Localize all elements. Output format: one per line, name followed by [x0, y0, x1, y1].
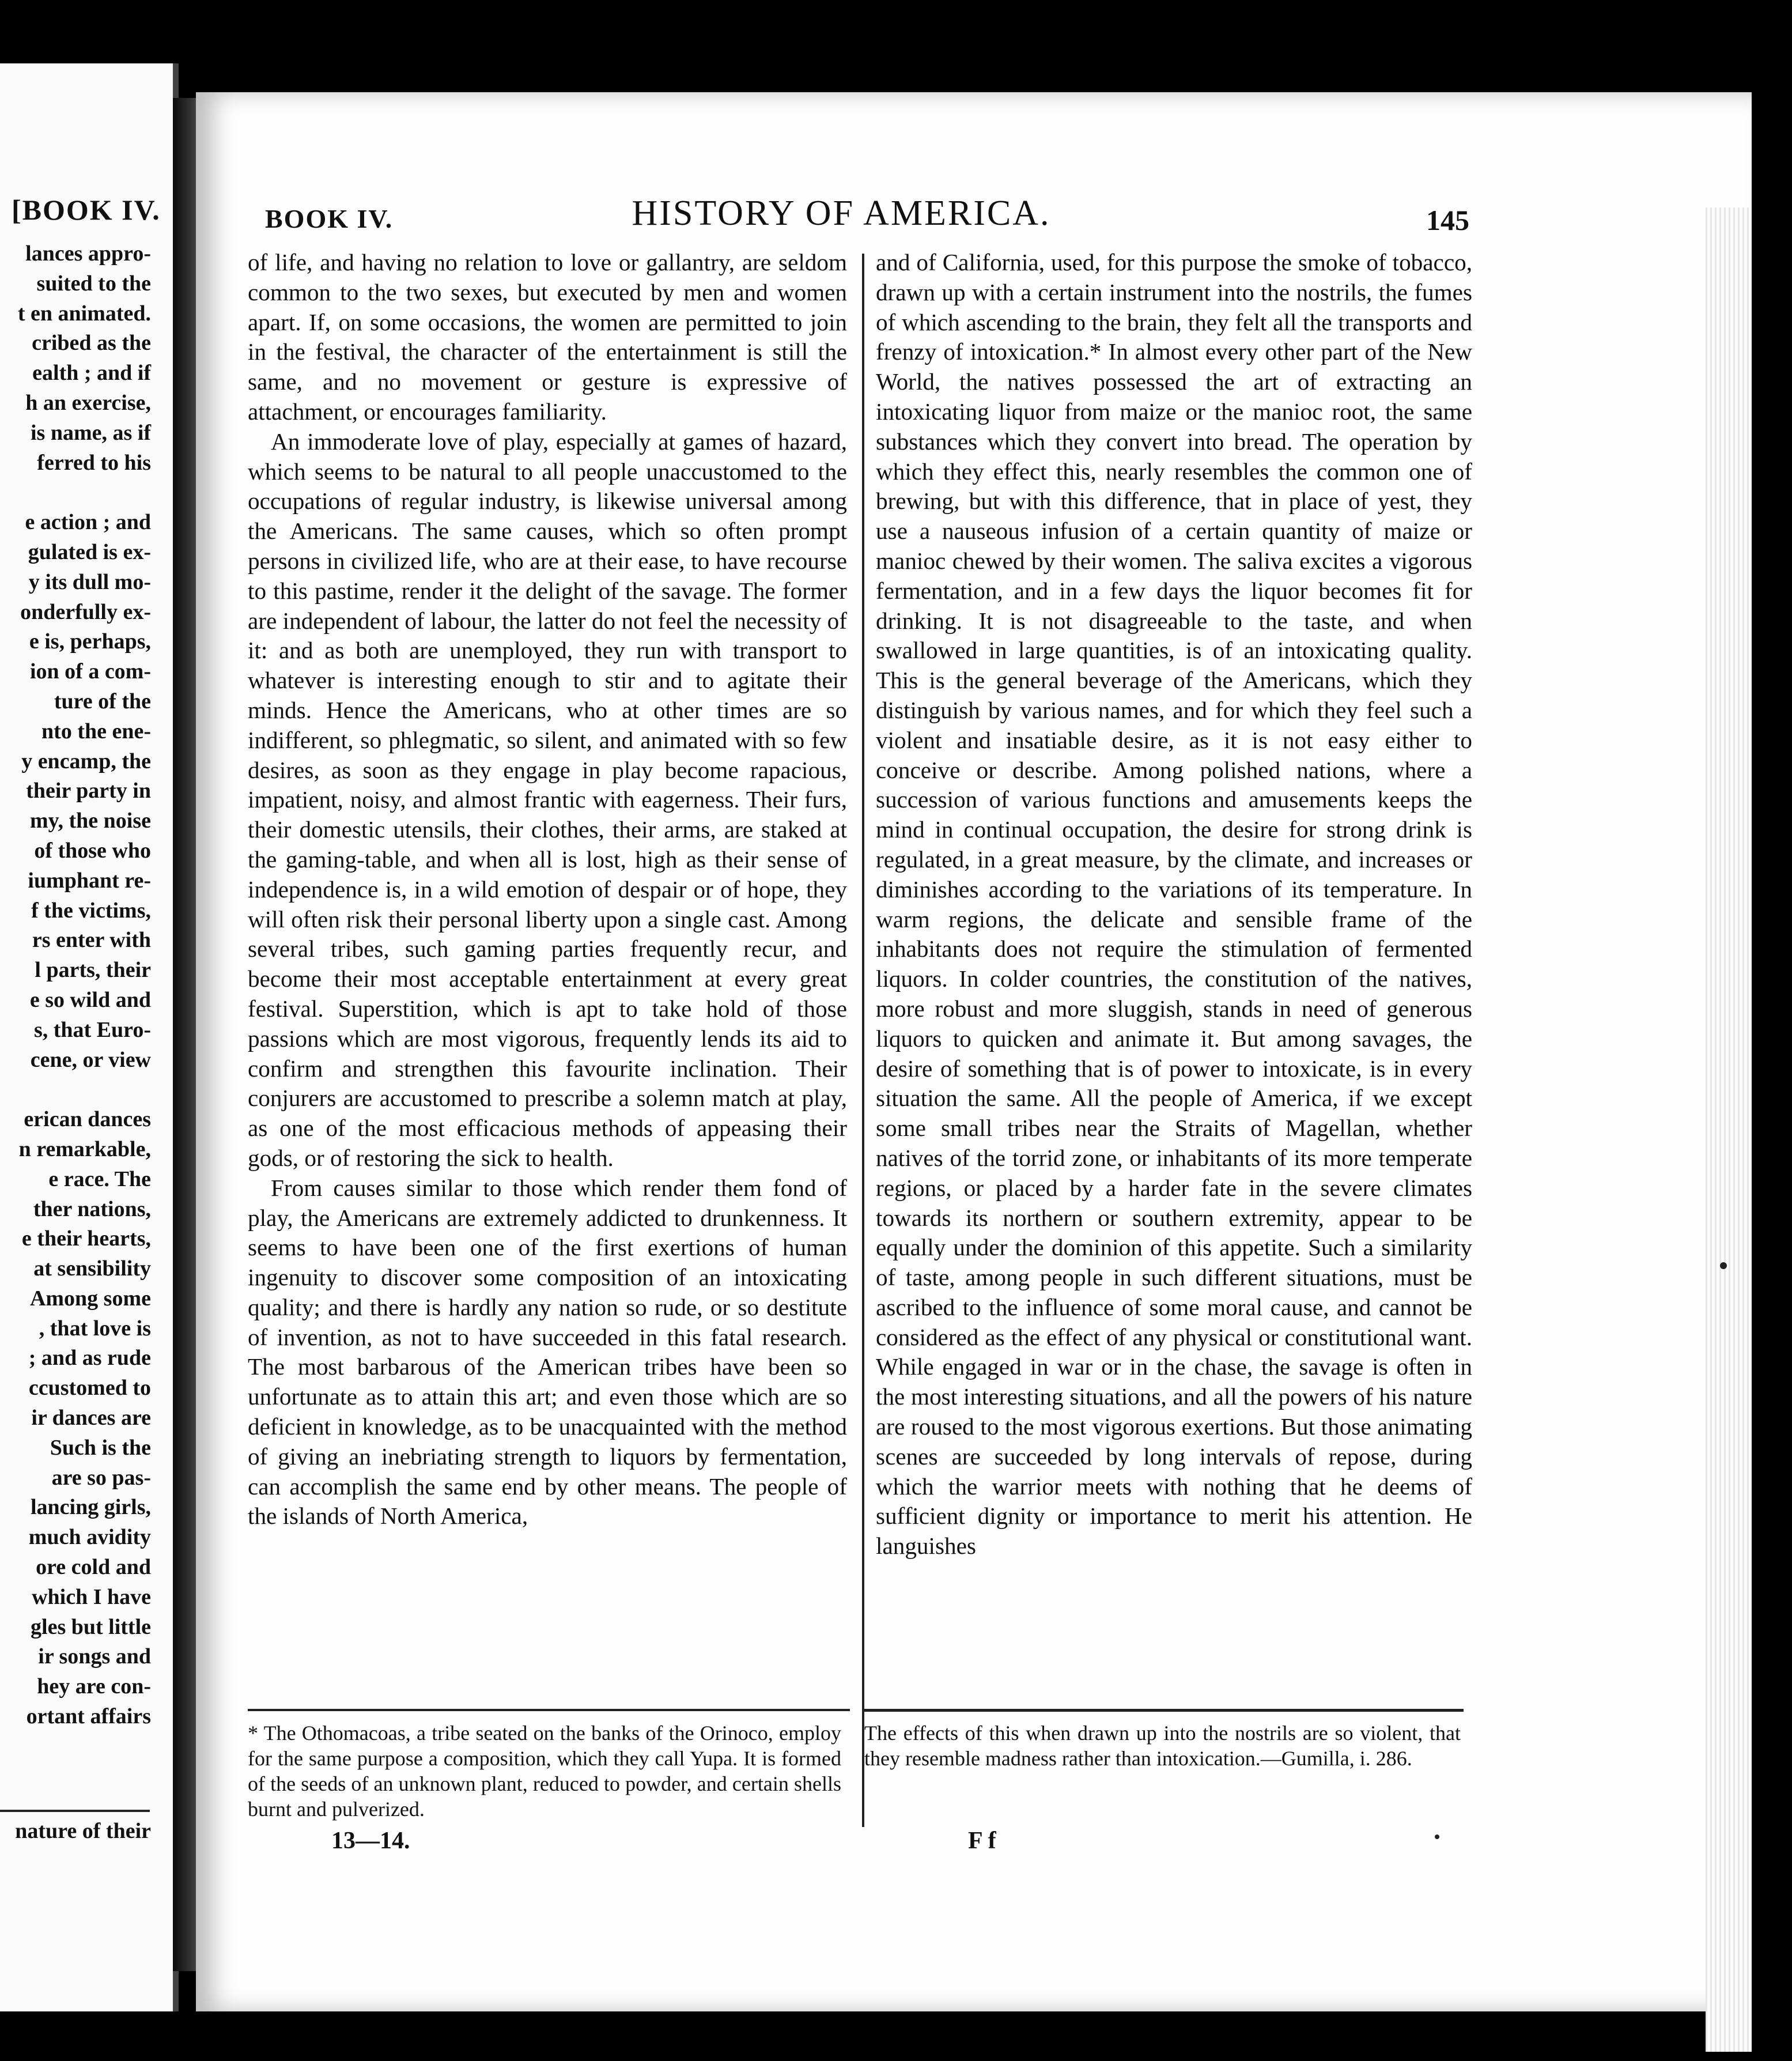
left-page-line: l parts, their: [35, 958, 151, 983]
left-page-line: gulated is ex-: [28, 539, 151, 564]
text-column-left: [248, 248, 847, 1683]
footnote-left: [248, 1720, 841, 1822]
footnote-text: The effects of this when drawn up into the nostrils are so violent, that they resemble madness rather than intoxication.—Gumilla, i. 286.: [864, 1722, 1461, 1770]
left-page-text: [18, 239, 151, 1732]
left-page-line: n remarkable,: [18, 1137, 151, 1161]
left-page-line: [18, 1075, 151, 1105]
paragraph: and of California, used, for this purpose the smoke of tobacco, drawn up with a certain instrument into the nostrils, the fumes of which ascending to the brain, they felt all the transports and frenzy of intoxication.* In almost every other part of the New World, the natives possessed the art of extracting an intoxicating liquor from maize or the manioc root, the same substances which they convert into bread. The operation by which they effect this, nearly resembles the common one of brewing, but with this difference, that in place of yest, they use a nauseous infusion of a certain quantity of maize or manioc chewed by their women. The saliva excites a vigorous fermentation, and in a few days the liquor becomes fit for drinking. It is not disagreeable to the taste, and when swallowed in large quantities, is of an intoxicating quality. This is the general beverage of the Americans, which they distinguish by various names, and for which they feel such a violent and insatiable desire, as it is not easy either to conceive or describe. Among polished nations, where a succession of various functions and amusements keeps the mind in continual occupation, the desire for strong drink is regulated, in a great measure, by the climate, and increases or diminishes according to the variations of its temperature. In warm regions, the delicate and sensible frame of the inhabitants does not require the stimulation of fermented liquors. In colder countries, the constitution of the natives, more robust and more sluggish, stands in need of generous liquors to quicken and animate it. But among savages, the desire of something that is of power to intoxicate, is in every situation the same. All the people of America, if we except some small tribes near the Straits of Magellan, whether natives of the torrid zone, or inhabitants of its more temperate regions, or placed by a harder fate in the severe climates towards its northern or southern extremity, appear to be equally under the dominion of this appetite. Such a similarity of taste, among people in such different situations, must be ascribed to the influence of some moral cause, and cannot be considered as the effect of any physical or constitutional want. While engaged in war or in the chase, the savage is often in the most interesting situations, and all the powers of his nature are roused to the most vigorous exertions. But those animating scenes are succeeded by long intervals of repose, during which the warrior meets with nothing that he deems of sufficient dignity or importance to merit his attention. He languishes: [876, 249, 1472, 1560]
left-page-line: their party in: [26, 779, 151, 803]
left-page-line: onderfully ex-: [20, 599, 151, 624]
footnote-rule: [248, 1709, 850, 1711]
left-page-line: h an exercise,: [25, 390, 151, 415]
footnote-rule: [864, 1709, 1464, 1712]
left-page-line: erican dances: [24, 1107, 151, 1132]
left-page-line: f the victims,: [31, 898, 151, 923]
paragraph: of life, and having no relation to love or gallantry, are seldom common to the two sexes, but executed by men and women apart. If, on some occasions, the women are permitted to join in the festival, the character of the entertainment is still the same, and no movement or gesture is expressive of attachment, or encourages familiarity.: [248, 249, 847, 425]
text-column-right: [876, 248, 1472, 1683]
left-page-line: e action ; and: [25, 510, 151, 535]
left-page-line: y encamp, the: [21, 749, 151, 773]
left-page-line: e is, perhaps,: [29, 629, 151, 654]
left-page-line: Among some: [29, 1286, 151, 1311]
left-page-line: suited to the: [36, 271, 151, 296]
left-page-line: is name, as if: [31, 420, 151, 445]
running-header: [265, 194, 1475, 239]
header-title: HISTORY OF AMERICA.: [632, 194, 1051, 233]
left-page-line: ealth ; and if: [32, 361, 151, 386]
left-page-line: hey are con-: [37, 1674, 151, 1699]
left-page-line: iumphant re-: [28, 868, 151, 893]
left-page-header: [BOOK IV.: [12, 194, 161, 226]
paragraph: An immoderate love of play, especially at games of hazard, which seems to be natural to all people unaccustomed to the occupations of regular industry, is likewise universal among the Americans. The same causes, which so often prompt persons in civilized life, who are at their ease, to have recourse to this pastime, render it the delight of the savage. The former are independent of labour, the latter do not feel the necessity of it: and as both are unemployed, they run with transport to whatever is interesting enough to stir and to agitate their minds. Hence the Americans, who at other times are so indifferent, so phlegmatic, so silent, and animated with so few desires, as soon as they engage in play become rapacious, impatient, noisy, and almost frantic with eagerness. Their furs, their domestic utensils, their clothes, their arms, are staked at the gaming-table, and when all is lost, high as their sense of independence is, in a wild emotion of despair or of hope, they will often risk their personal liberty upon a single cast. Among several tribes, such gaming parties frequently recur, and become their most acceptable entertainment at every great festival. Superstition, which is apt to take hold of those passions which are most vigorous, frequently lends its aid to confirm and strengthen this favourite inclination. Their conjurers are accustomed to prescribe a solemn match at play, as one of the most efficacious methods of appeasing their gods, or of restoring the sick to health.: [248, 428, 847, 1171]
left-page-line: ortant affairs: [26, 1704, 151, 1729]
left-page-line: at sensibility: [33, 1256, 151, 1281]
paragraph: From causes similar to those which render them fond of play, the Americans are extremely addicted to drunkenness. It seems to have been one of the first exertions of human ingenuity to discover some composition of an intoxicating quality; and there is hardly any nation so rude, or so destitute of invention, as not to have succeeded in this fatal research. The most barbarous of the American tribes have been so unfortunate as to attain this art; and even those which are so deficient in knowledge, as to be unacquainted with the method of giving an inebriating strength to liquors by fermentation, can accomplish the same end by other means. The people of the islands of North America,: [248, 1174, 847, 1530]
left-page-line: ir songs and: [38, 1644, 151, 1669]
left-page-line: of those who: [34, 838, 151, 863]
left-page-line: e their hearts,: [21, 1226, 151, 1251]
left-page-line: which I have: [32, 1584, 151, 1609]
left-page-line: much avidity: [28, 1525, 151, 1550]
page-number: 145: [1426, 204, 1469, 236]
left-page-line: lancing girls,: [30, 1495, 151, 1520]
footnote-right: [864, 1720, 1461, 1771]
left-page-footnote: nature of their: [15, 1819, 151, 1843]
left-page-footnote-rule: [0, 1810, 150, 1812]
left-page-line: ther nations,: [33, 1196, 151, 1221]
left-page-line: nto the ene-: [41, 719, 151, 743]
left-page-line: cene, or view: [30, 1047, 151, 1072]
page-edges: [1706, 207, 1752, 2052]
left-page-line: lances appro-: [25, 241, 151, 266]
left-page-line: ferred to his: [37, 450, 151, 475]
left-page-line: , that love is: [39, 1316, 151, 1341]
left-page-line: ion of a com-: [29, 659, 151, 684]
signature-mark-left: 13—14.: [331, 1828, 410, 1854]
left-page-line: ; and as rude: [28, 1346, 151, 1371]
ink-speck: [1435, 1834, 1439, 1839]
left-page-line: e race. The: [48, 1167, 151, 1191]
signature-mark-right: F f: [968, 1828, 996, 1854]
left-page-line: ir dances are: [31, 1406, 151, 1430]
left-page-line: [18, 478, 151, 508]
left-page-line: gles but little: [31, 1614, 151, 1639]
header-book: BOOK IV.: [265, 204, 394, 233]
left-page-line: y its dull mo-: [28, 569, 151, 594]
left-page-line: Such is the: [50, 1435, 151, 1460]
left-page-line: t en animated.: [17, 301, 151, 326]
left-page-line: ccustomed to: [28, 1376, 151, 1401]
left-page-line: e so wild and: [29, 987, 151, 1012]
column-divider: [862, 254, 864, 1827]
left-page-line: cribed as the: [32, 331, 151, 356]
left-page-line: my, the noise: [29, 809, 151, 833]
footnote-text: * The Othomacoas, a tribe seated on the banks of the Orinoco, employ for the same purpose a composition, which they call Yupa. It is formed of the seeds of an unknown plant, reduced to powder, and certain shells burnt and pulverized.: [248, 1722, 841, 1821]
facing-page-left: [0, 63, 179, 2011]
left-page-line: s, that Euro-: [33, 1017, 151, 1042]
left-page-line: rs enter with: [32, 928, 151, 953]
ink-speck: [1720, 1262, 1727, 1269]
left-page-line: ture of the: [54, 689, 151, 714]
left-page-line: are so pas-: [51, 1465, 151, 1490]
left-page-line: ore cold and: [36, 1555, 151, 1580]
